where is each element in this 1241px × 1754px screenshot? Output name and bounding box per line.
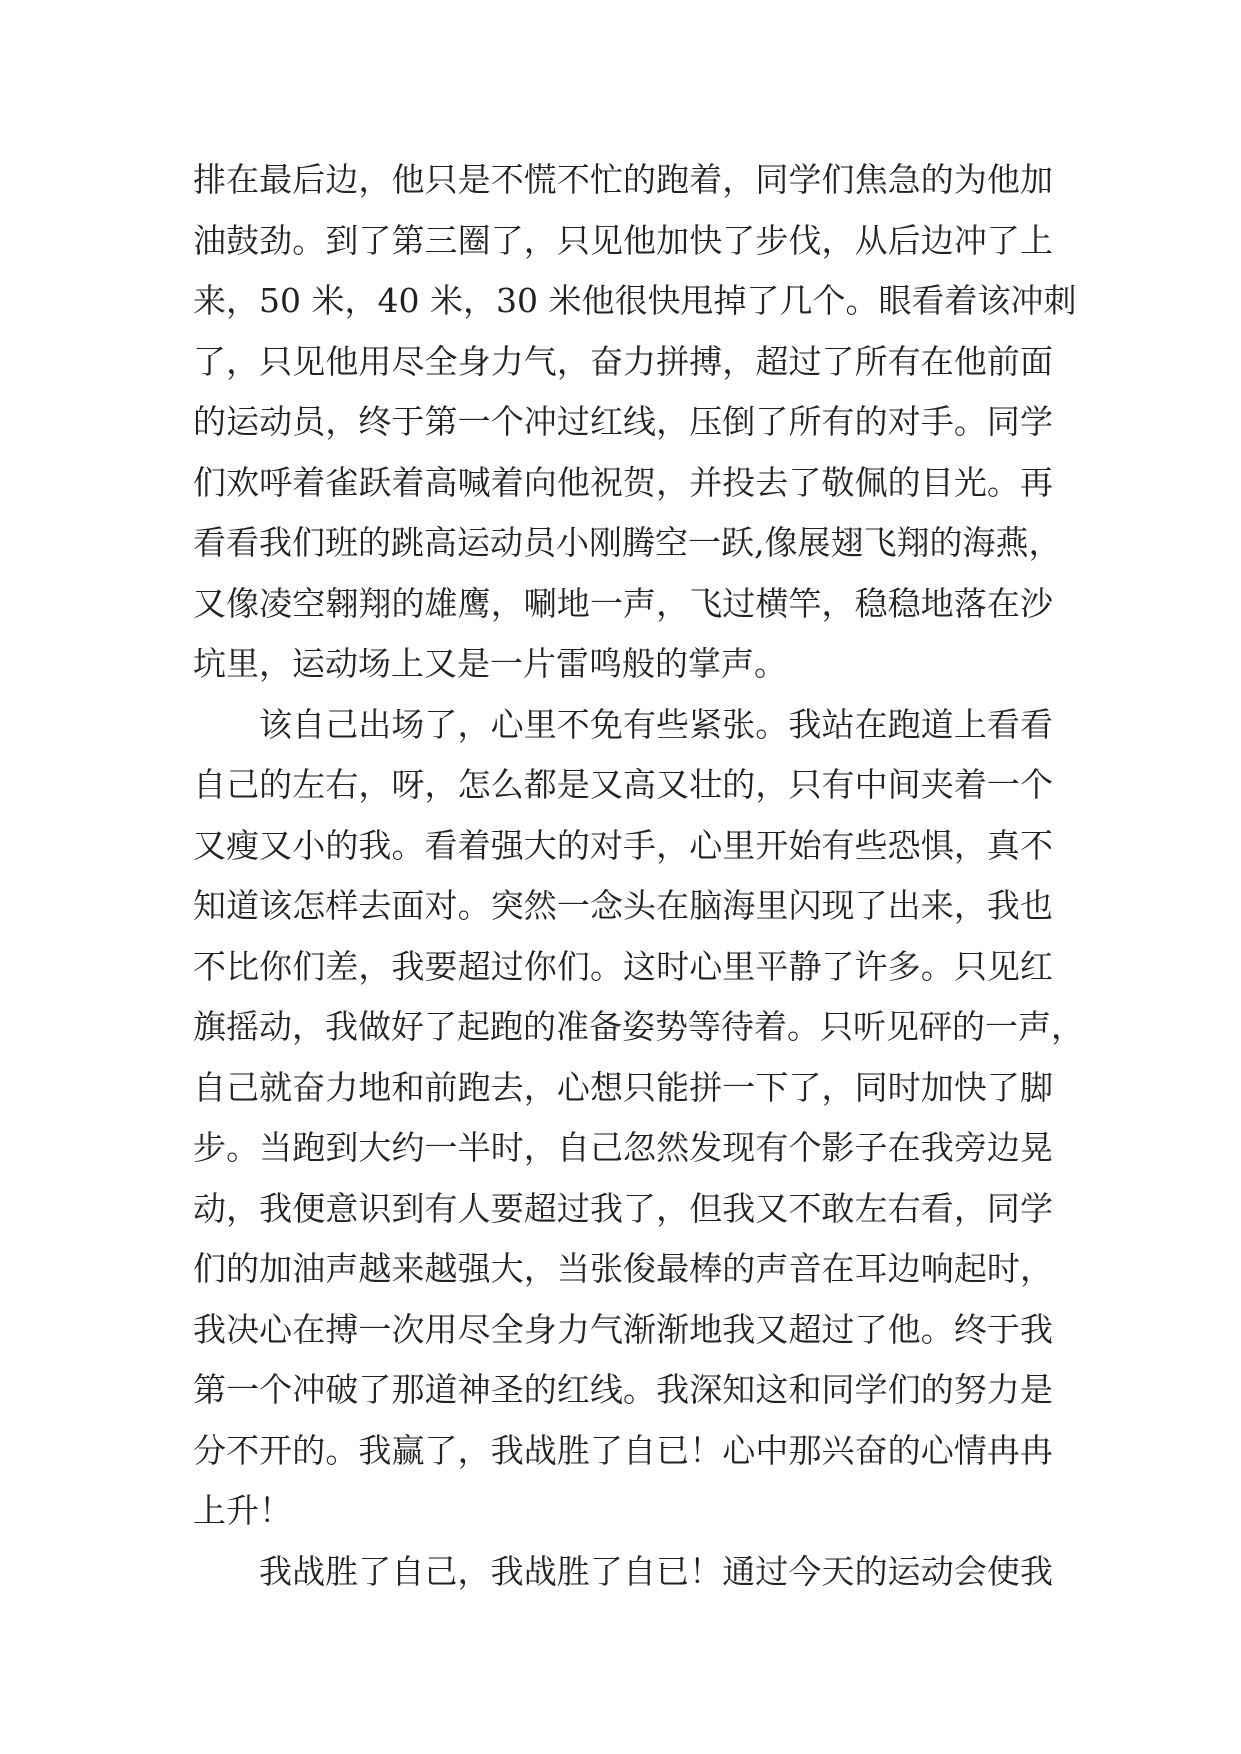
text-line: 该自己出场了，心里不免有些紧张。我站在跑道上看看 <box>259 704 1053 744</box>
text-line: 第一个冲破了那道神圣的红线。我深知这和同学们的努力是 <box>193 1370 1053 1409</box>
text-line: 我战胜了自己，我战胜了自已！通过今天的运动会使我 <box>259 1551 1053 1591</box>
text-line: 排在最后边，他只是不慌不忙的跑着，同学们焦急的为他加 <box>193 160 1053 199</box>
body-text <box>193 150 1084 1602</box>
text-line: 油鼓劲。到了第三圈了，只见他加快了步伐，从后边冲了上 <box>193 220 1053 260</box>
text-line: 知道该怎样去面对。突然一念头在脑海里闪现了出来，我也 <box>193 886 1053 925</box>
text-line: 我决心在搏一次用尽全身力气渐渐地我又超过了他。终于我 <box>193 1309 1053 1349</box>
text-line: 了，只见他用尽全身力气，奋力拼搏，超过了所有在他前面 <box>193 341 1053 381</box>
text-line: 看看我们班的跳高运动员小刚腾空一跃,像展翅飞翔的海燕， <box>193 523 1062 562</box>
text-line: 动，我便意识到有人要超过我了，但我又不敢左右看，同学 <box>193 1188 1053 1228</box>
text-line: 自己的左右，呀，怎么都是又高又壮的，只有中间夹着一个 <box>193 765 1053 804</box>
text-line: 来，50 米，40 米，30 米他很快甩掉了几个。眼看着该冲刺 <box>193 281 1077 320</box>
text-line: 步。当跑到大约一半时，自己忽然发现有个影子在我旁边晃 <box>193 1128 1053 1167</box>
text-line: 又像凌空翱翔的雄鹰，唰地一声，飞过横竿，稳稳地落在沙 <box>193 583 1053 623</box>
text-line: 们欢呼着雀跃着高喊着向他祝贺，并投去了敬佩的目光。再 <box>193 462 1053 502</box>
text-line: 的运动员，终于第一个冲过红线，压倒了所有的对手。同学 <box>193 402 1053 441</box>
text-line: 们的加油声越来越强大，当张俊最棒的声音在耳边响起时， <box>193 1249 1053 1288</box>
text-line: 旗摇动，我做好了起跑的准备姿势等待着。只听见砰的一声， <box>193 1007 1084 1046</box>
text-line: 不比你们差，我要超过你们。这时心里平静了许多。只见红 <box>193 946 1053 986</box>
paragraph <box>193 150 1077 695</box>
text-line: 又瘦又小的我。看着强大的对手，心里开始有些恐惧，真不 <box>193 825 1053 865</box>
text-line: 自己就奋力地和前跑去，心想只能拼一下了，同时加快了脚 <box>193 1067 1053 1107</box>
paragraph <box>193 695 1084 1542</box>
paragraph <box>193 1542 1053 1603</box>
text-line: 分不开的。我赢了，我战胜了自已！心中那兴奋的心情冉冉 <box>193 1430 1053 1470</box>
text-line: 坑里，运动场上又是一片雷鸣般的掌声。 <box>193 644 787 683</box>
text-line: 上升！ <box>193 1491 292 1530</box>
